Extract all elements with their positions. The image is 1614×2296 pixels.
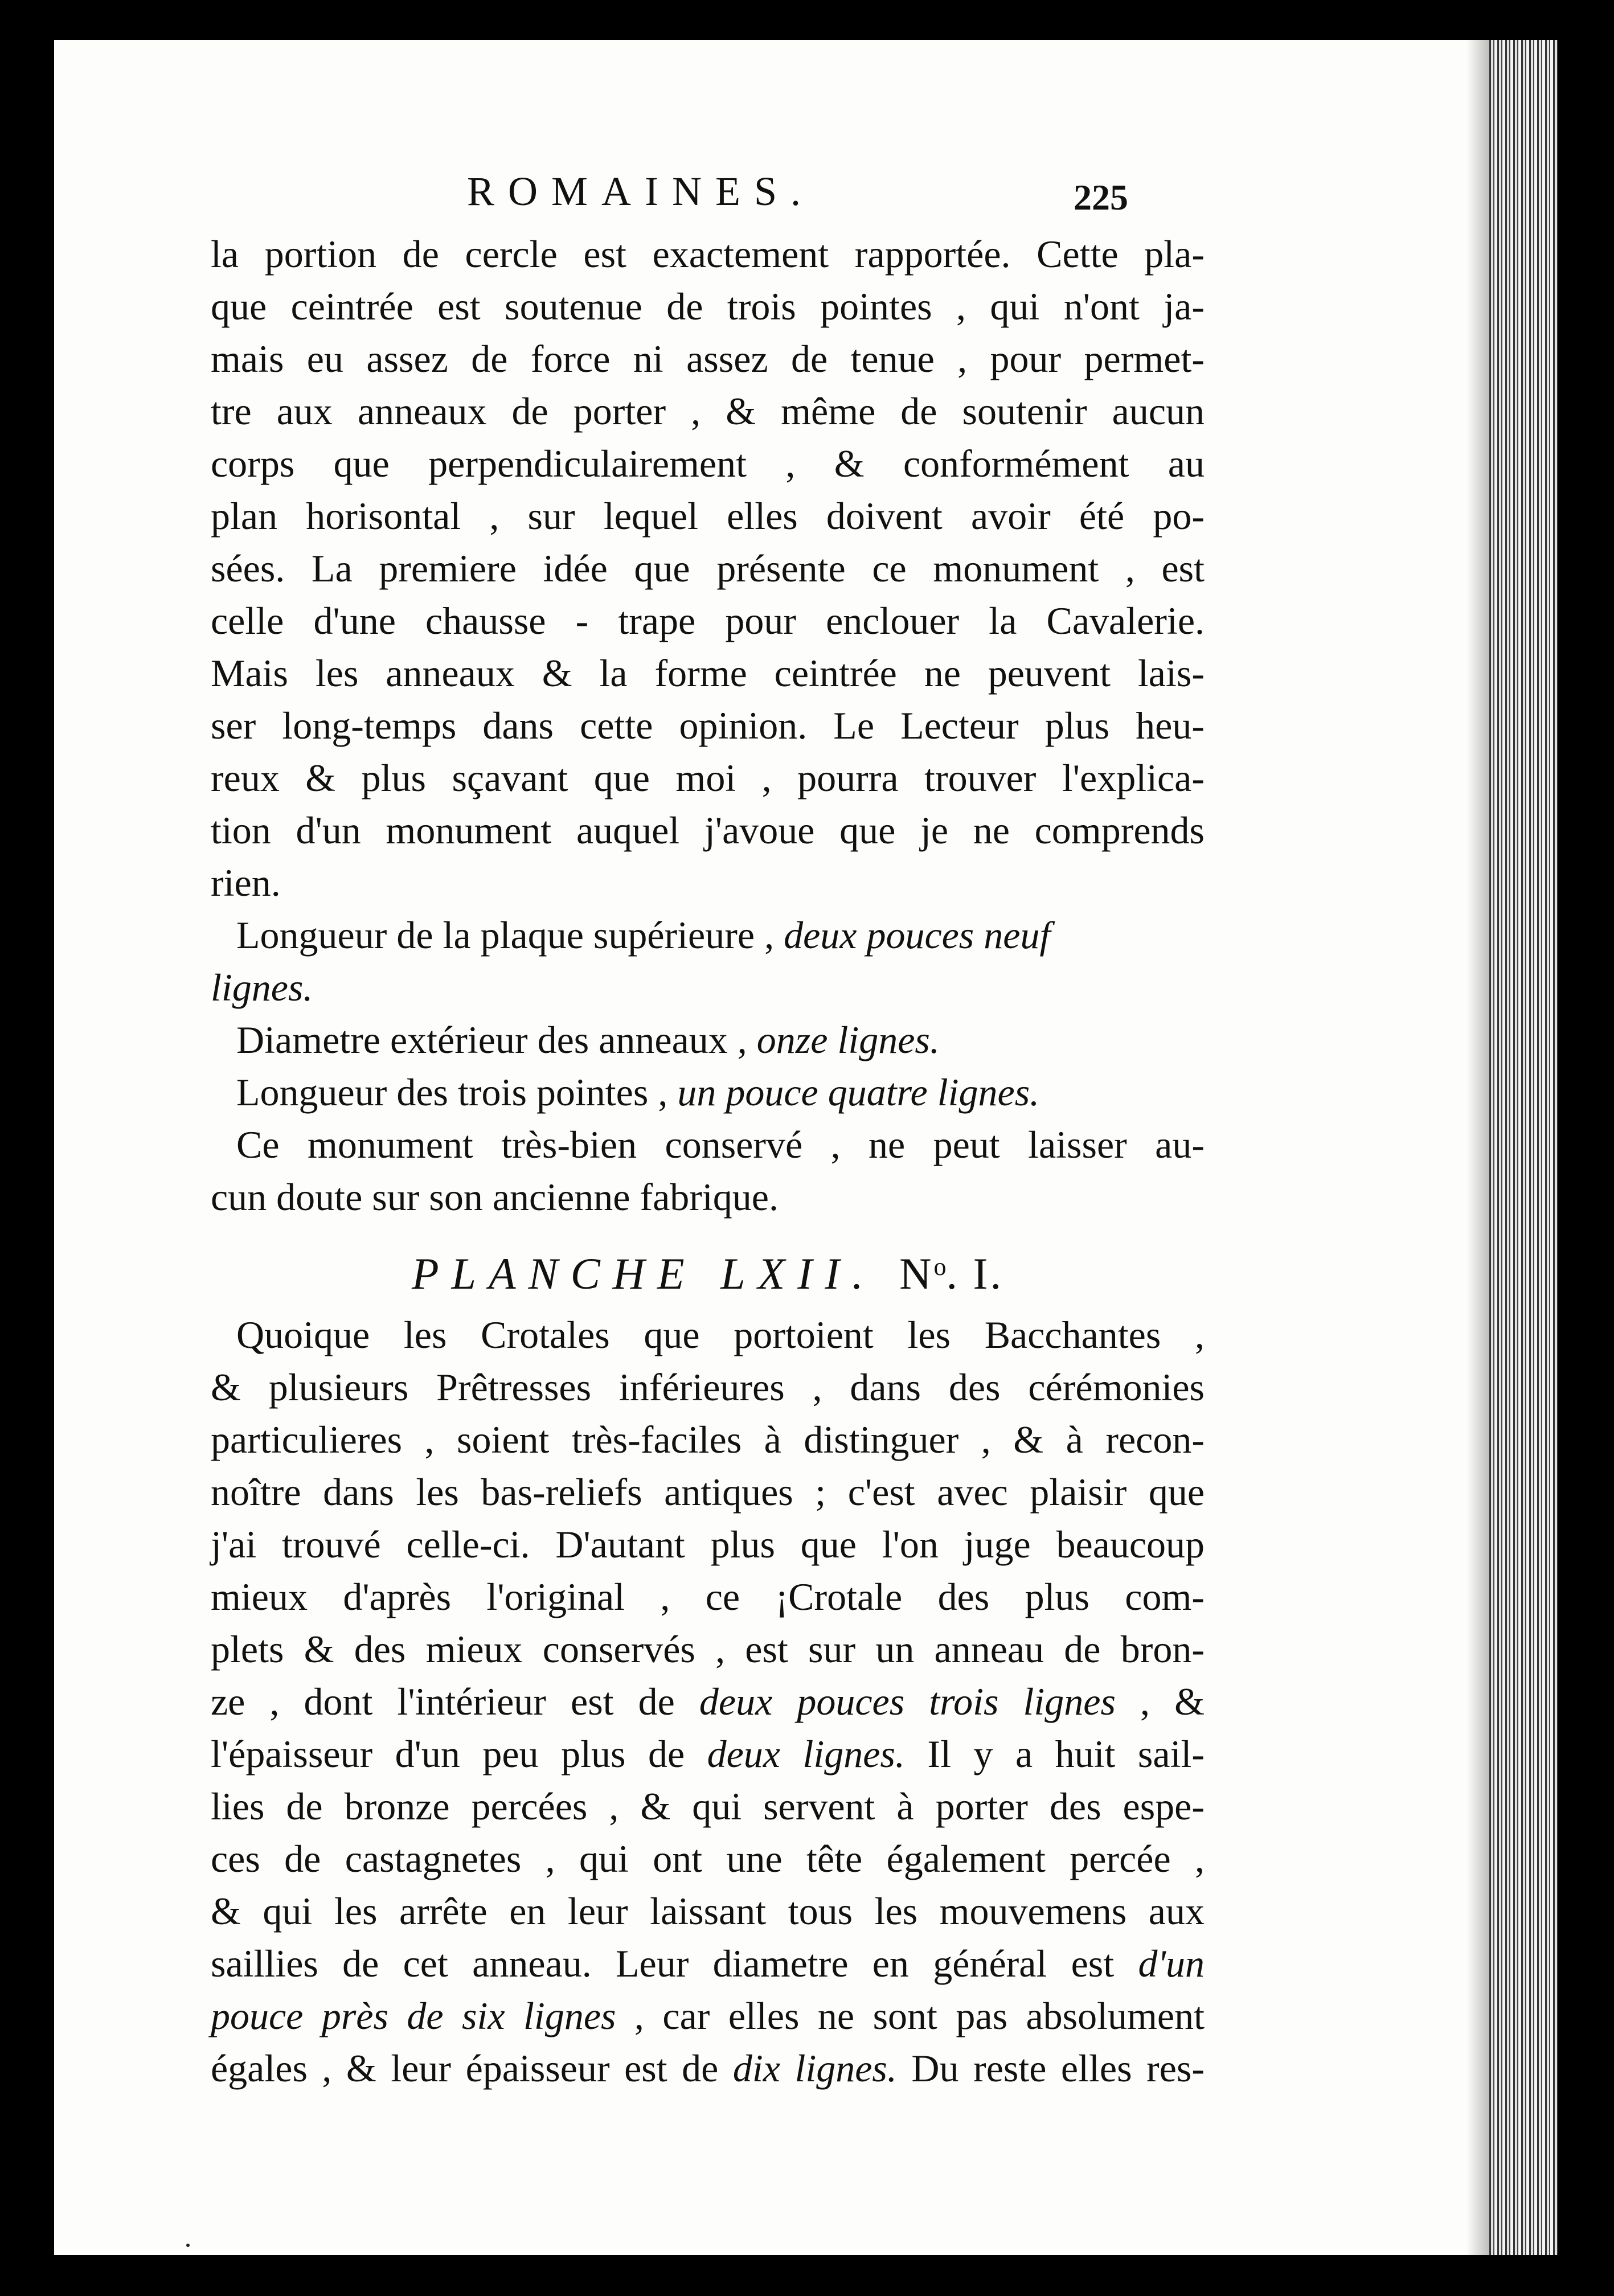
text-line: que ceintrée est soutenue de trois pointes , qui n'ont ja- — [211, 285, 1205, 328]
text-line: Mais les anneaux & la forme ceintrée ne peuvent lais- — [211, 651, 1205, 695]
text-line: celle d'une chausse - trape pour enclouer la Cavalerie. — [211, 599, 1205, 642]
page-edge-stack — [1489, 40, 1558, 2255]
measurement-value: deux lignes. — [707, 1732, 905, 1776]
text-line: & plusieurs Prêtresses inférieures , dans des cérémonies — [211, 1366, 1205, 1409]
text-line: plets & des mieux conservés , est sur un anneau de bron- — [211, 1627, 1205, 1671]
body-text — [211, 228, 1205, 2094]
measurement-value: lignes. — [211, 966, 313, 1009]
text-line: la portion de cercle est exactement rapportée. Cette pla- — [211, 232, 1205, 276]
measurement-label: Longueur des trois pointes , — [236, 1071, 678, 1114]
text-line: ze , dont l'intérieur est de deux pouces trois lignes , & — [211, 1680, 1205, 1723]
plate-number: $N^o$. I. — [899, 1249, 1003, 1298]
text-line: particulieres , soient très-faciles à distinguer , & à recon- — [211, 1418, 1205, 1461]
ink-speck — [186, 2244, 190, 2247]
text-line: ser long-temps dans cette opinion. Le Lecteur plus heu- — [211, 704, 1205, 747]
measurement-value: onze lignes. — [756, 1018, 940, 1061]
measurement-value: d'un — [1138, 1942, 1205, 1985]
text-line: tre aux anneaux de porter , & même de soutenir aucun — [211, 390, 1205, 433]
page-number: 225 — [1074, 177, 1128, 218]
text-line: l'épaisseur d'un peu plus de deux lignes. Il y a huit sail- — [211, 1732, 1205, 1776]
text-line: égales , & leur épaisseur est de dix lignes. Du reste elles res- — [211, 2047, 1205, 2090]
measurement-line-pointes — [211, 1066, 1205, 1118]
text-line: mieux d'après l'original , ce ¡Crotale des plus com- — [211, 1575, 1205, 1618]
measurement-line-plaque — [211, 909, 1205, 961]
measurement-value: pouce près de six lignes — [211, 1994, 616, 2037]
text-line: noître dans les bas-reliefs antiques ; c'est avec plaisir que — [211, 1470, 1205, 1514]
measurement-line-anneaux — [211, 1014, 1205, 1066]
text-line: cun doute sur son ancienne fabrique. — [211, 1175, 779, 1219]
measurement-label: Diametre extérieur des anneaux , — [236, 1018, 757, 1061]
measurement-value: un pouce quatre lignes. — [677, 1071, 1040, 1114]
measurement-value: deux pouces neuf — [784, 913, 1051, 957]
measurement-value: dix lignes. — [732, 2047, 897, 2090]
page-gutter-shadow — [1466, 40, 1489, 2255]
text-line: plan horisontal , sur lequel elles doivent avoir été po- — [211, 494, 1205, 538]
measurement-continuation — [211, 961, 1205, 1014]
measurement-value: deux pouces trois lignes — [699, 1680, 1116, 1723]
book-page — [54, 40, 1558, 2255]
text-line: saillies de cet anneau. Leur diametre en général est d'un — [211, 1942, 1205, 1985]
text-line: sées. La premiere idée que présente ce monument , est — [211, 547, 1205, 590]
text-line: mais eu assez de force ni assez de tenue , pour permet- — [211, 337, 1205, 380]
text-line: lies de bronze percées , & qui servent à porter des espe- — [211, 1785, 1205, 1828]
text-line: ces de castagnetes , qui ont une tête également percée , — [211, 1837, 1205, 1880]
measurement-label: Longueur de la plaque supérieure , — [236, 913, 784, 957]
plate-title: PLANCHE LXII. — [412, 1249, 876, 1298]
text-line: tion d'un monument auquel j'avoue que je ne comprends — [211, 809, 1205, 852]
plate-heading — [211, 1230, 1205, 1298]
text-line: rien. — [211, 861, 281, 904]
text-line: & qui les arrête en leur laissant tous les mouvemens aux — [211, 1889, 1205, 1933]
text-line: j'ai trouvé celle-ci. D'autant plus que l'on juge beaucoup — [211, 1523, 1205, 1566]
running-head: ROMAINES. — [467, 169, 815, 214]
text-line: Ce monument très-bien conservé , ne peut laisser au- — [236, 1123, 1205, 1166]
text-line: reux & plus sçavant que moi , pourra trouver l'explica- — [211, 756, 1205, 800]
text-line: corps que perpendiculairement , & conformément au — [211, 442, 1205, 485]
text-line: Quoique les Crotales que portoient les Bacchantes , — [236, 1313, 1205, 1356]
text-line: pouce près de six lignes , car elles ne sont pas absolument — [211, 1994, 1205, 2037]
